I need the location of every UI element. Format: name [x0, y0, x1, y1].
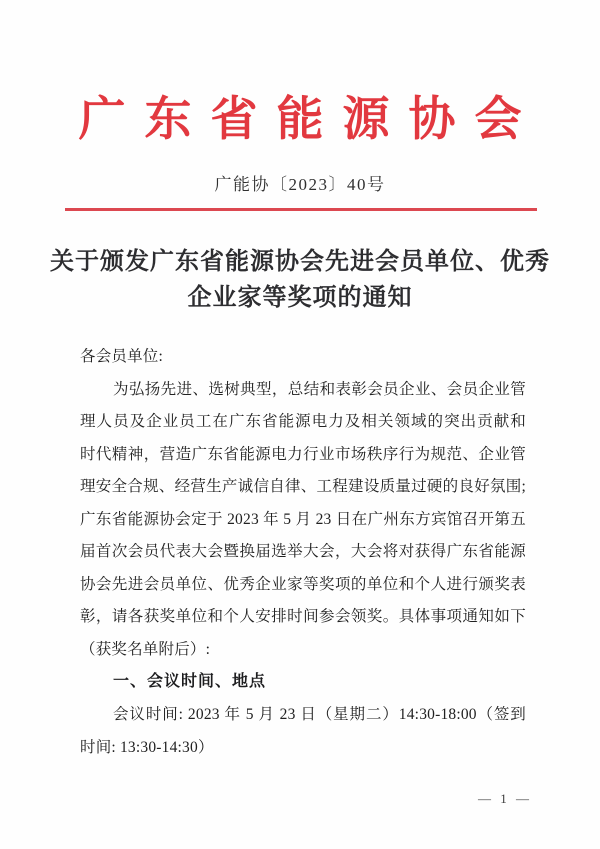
body-line: 届首次会员代表大会暨换届选举大会，大会将对获得广东省能源 — [80, 543, 526, 561]
notice-body — [80, 341, 526, 764]
body-line: 为弘扬先进、选树典型，总结和表彰会员企业、会员企业管 — [113, 380, 526, 398]
notice-title-line-2: 企业家等奖项的通知 — [187, 284, 413, 311]
organization-masthead: 广东省能源协会 — [78, 94, 541, 146]
document-reference-number: 广能协〔2023〕40号 — [214, 175, 386, 194]
notice-title-line-1: 关于颁发广东省能源协会先进会员单位、优秀 — [50, 249, 550, 275]
body-line: 理人员及企业员工在广东省能源电力及相关领域的突出贡献和 — [80, 413, 526, 431]
body-line: 理安全合规、经营生产诚信自律、工程建设质量过硬的良好氛围; — [80, 478, 526, 496]
meeting-time-line: 会议时间: 2023 年 5 月 23 日（星期二）14:30-18:00（签到 — [113, 706, 526, 724]
section-heading-meeting-time: 一、会议时间、地点 — [113, 673, 267, 691]
body-line: 广东省能源协会定于 2023 年 5 月 23 日在广州东方宾馆召开第五 — [80, 510, 526, 528]
notice-title — [30, 245, 570, 316]
body-line: 时代精神，营造广东省能源电力行业市场秩序行为规范、企业管 — [80, 445, 526, 463]
body-line: 协会先进会员单位、优秀企业家等奖项的单位和个人进行颁奖表 — [80, 575, 526, 593]
salutation-line: 各会员单位: — [80, 348, 164, 365]
body-line: 彰，请各获奖单位和个人安排时间参会领奖。具体事项通知如下 — [80, 608, 526, 626]
body-line: （获奖名单附后）: — [80, 640, 211, 658]
masthead-divider-rule — [65, 208, 537, 211]
meeting-time-line: 时间: 13:30-14:30） — [80, 738, 214, 756]
page-number: — 1 — — [478, 791, 532, 806]
